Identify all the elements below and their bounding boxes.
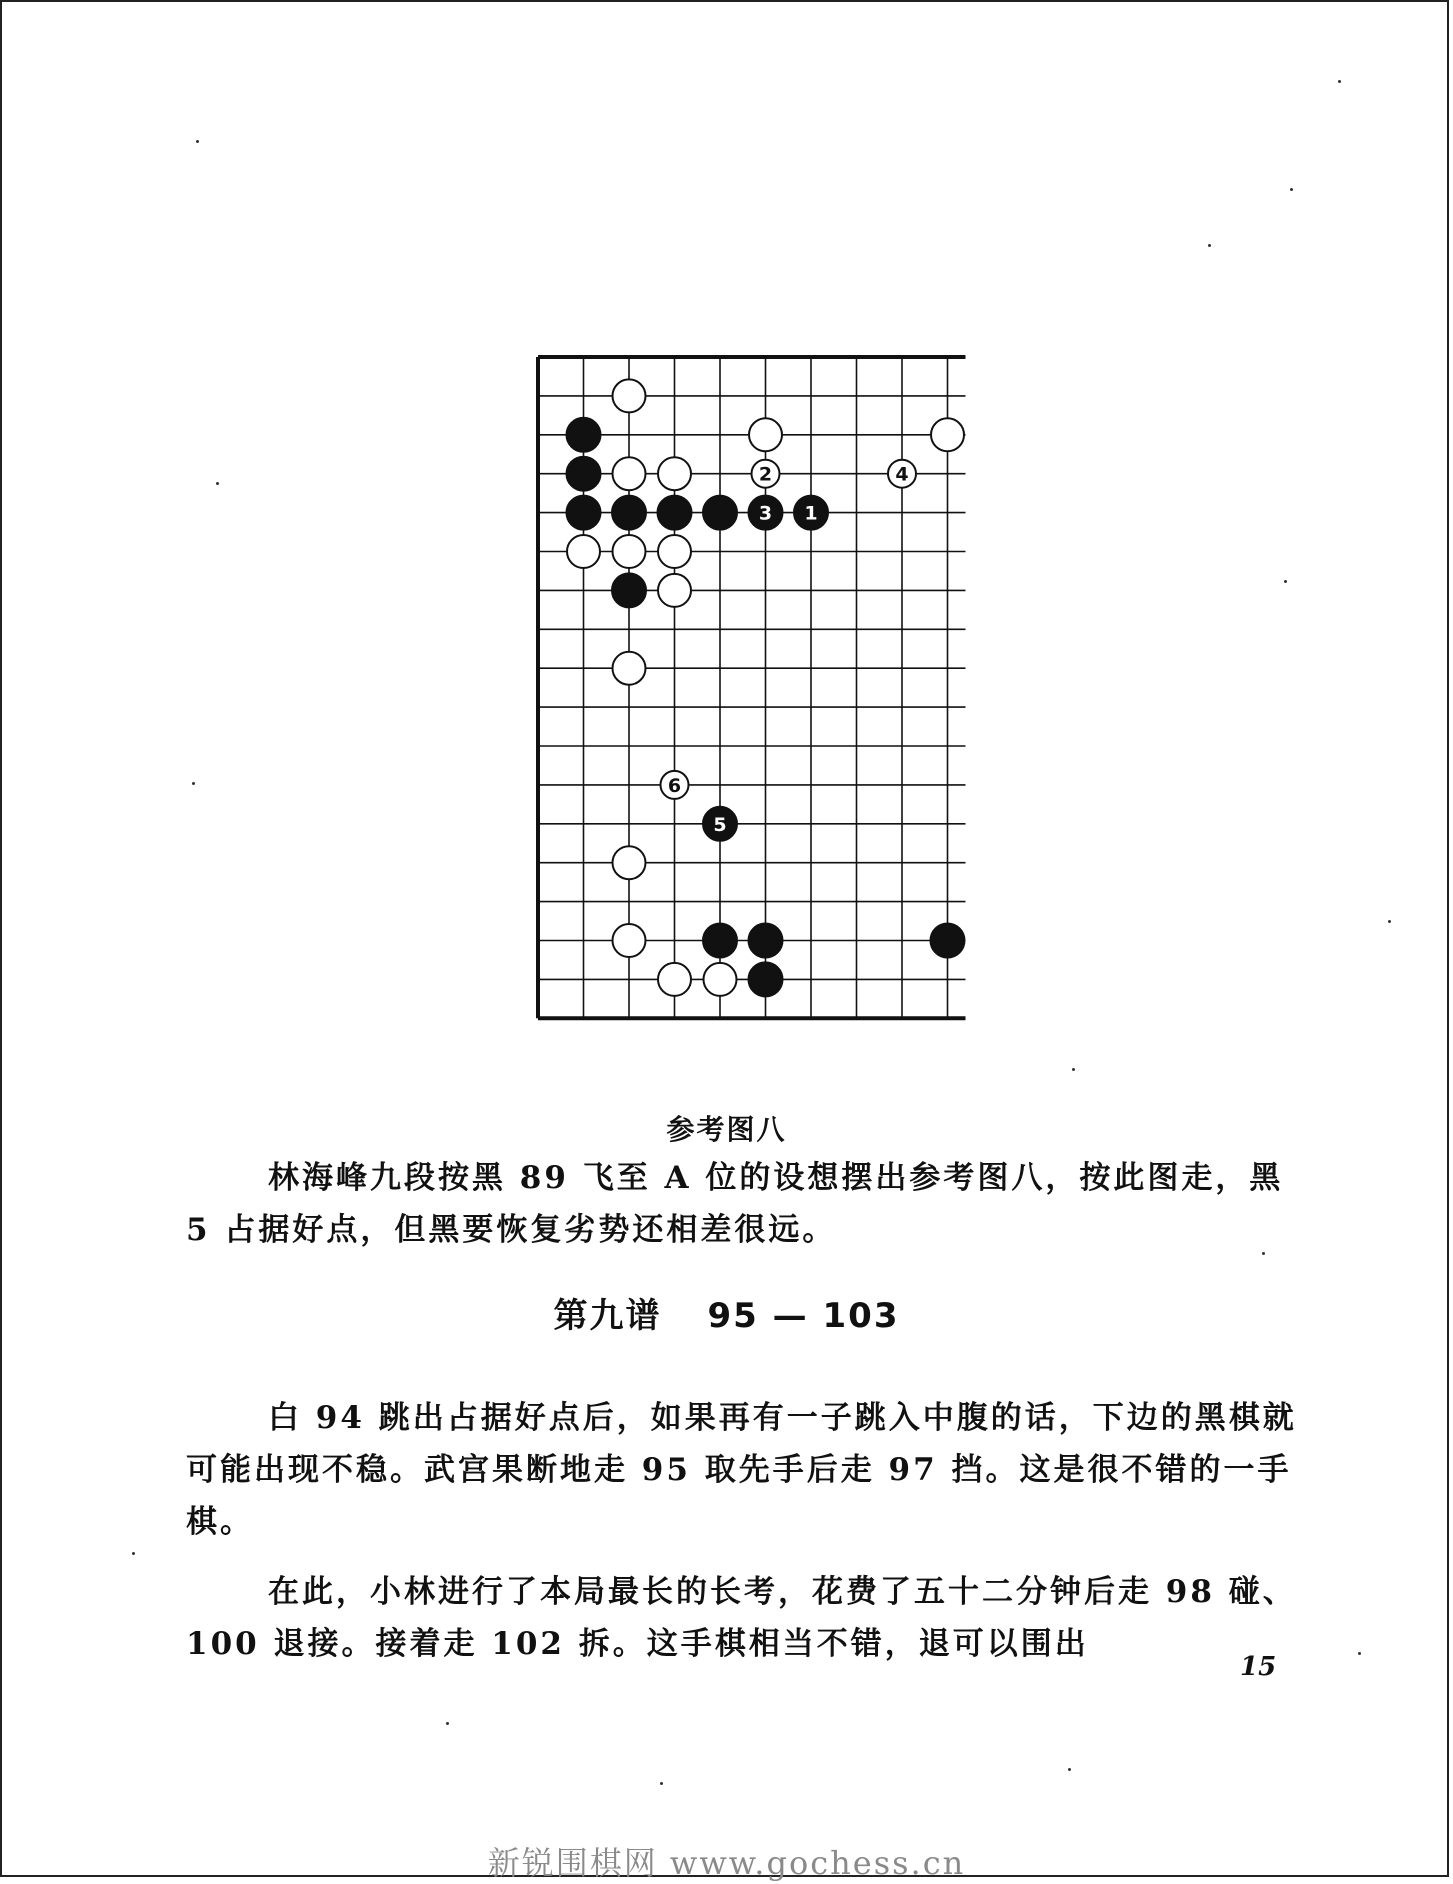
stone-move-number: 1	[804, 502, 818, 525]
go-board	[520, 345, 990, 1065]
black-stone	[749, 924, 783, 958]
diagram-caption: 参考图八	[666, 1113, 787, 1146]
black-stone	[749, 962, 783, 996]
white-stone	[931, 418, 964, 451]
white-stone	[613, 457, 646, 490]
black-stone	[612, 573, 646, 607]
stone-move-number: 6	[667, 774, 682, 797]
scan-speck	[132, 1552, 135, 1555]
white-stone	[613, 924, 646, 957]
white-stone	[658, 963, 691, 996]
white-stone	[613, 535, 646, 568]
scan-speck	[1262, 1252, 1265, 1255]
white-stone	[613, 846, 646, 879]
scan-speck	[1072, 1068, 1075, 1071]
white-stone	[658, 535, 691, 568]
scan-speck	[1338, 80, 1341, 83]
stone-move-number: 5	[713, 813, 727, 836]
scan-speck	[446, 1722, 449, 1725]
stone-move-number: 2	[758, 463, 773, 486]
black-stone	[703, 496, 737, 530]
stone-move-number: 3	[758, 502, 773, 525]
scan-speck	[1208, 244, 1211, 247]
white-stone	[704, 963, 737, 996]
scan-speck	[196, 140, 199, 143]
scan-speck	[660, 1782, 663, 1785]
white-stone	[658, 574, 691, 607]
black-stone	[703, 924, 737, 958]
paragraph-2: 白 94 跳出占据好点后，如果再有一子跳入中腹的话，下边的黑棋就可能出现不稳。武宫果断地走 95 取先手后走 97 挡。这是很不错的一手棋。	[186, 1400, 1297, 1540]
black-stone	[567, 457, 601, 491]
go-board-diagram	[520, 345, 990, 1069]
scan-speck	[1388, 920, 1391, 923]
white-stone	[749, 418, 782, 451]
black-stone	[567, 496, 601, 530]
paragraph-1: 林海峰九段按黑 89 飞至 A 位的设想摆出参考图八，按此图走，黑 5 占据好点，但黑要恢复劣势还相差很远。	[186, 1160, 1284, 1248]
site-watermark: 新锐围棋网 www.gochess.cn	[487, 1844, 966, 1882]
black-stone	[567, 418, 601, 452]
scan-speck	[216, 482, 219, 485]
section-heading	[0, 1288, 1453, 1337]
black-stone	[658, 496, 692, 530]
section-move-range: 95 — 103	[707, 1296, 900, 1336]
scan-speck	[1068, 1768, 1071, 1771]
black-stone	[612, 496, 646, 530]
scan-speck	[192, 782, 195, 785]
stone-move-number: 4	[895, 463, 909, 486]
white-stone	[613, 652, 646, 685]
scan-speck	[1284, 580, 1287, 583]
paragraph-3: 在此，小林进行了本局最长的长考，花费了五十二分钟后走 98 碰、100 退接。接着走 102 拆。这手棋相当不错，退可以围出	[186, 1574, 1297, 1662]
scan-speck	[1290, 188, 1293, 191]
section-title: 第九谱	[553, 1296, 662, 1336]
white-stone	[567, 535, 600, 568]
page-number: 15	[1240, 1652, 1277, 1682]
scan-speck	[1358, 1652, 1361, 1655]
white-stone	[658, 457, 691, 490]
black-stone	[931, 924, 965, 958]
white-stone	[613, 379, 646, 412]
